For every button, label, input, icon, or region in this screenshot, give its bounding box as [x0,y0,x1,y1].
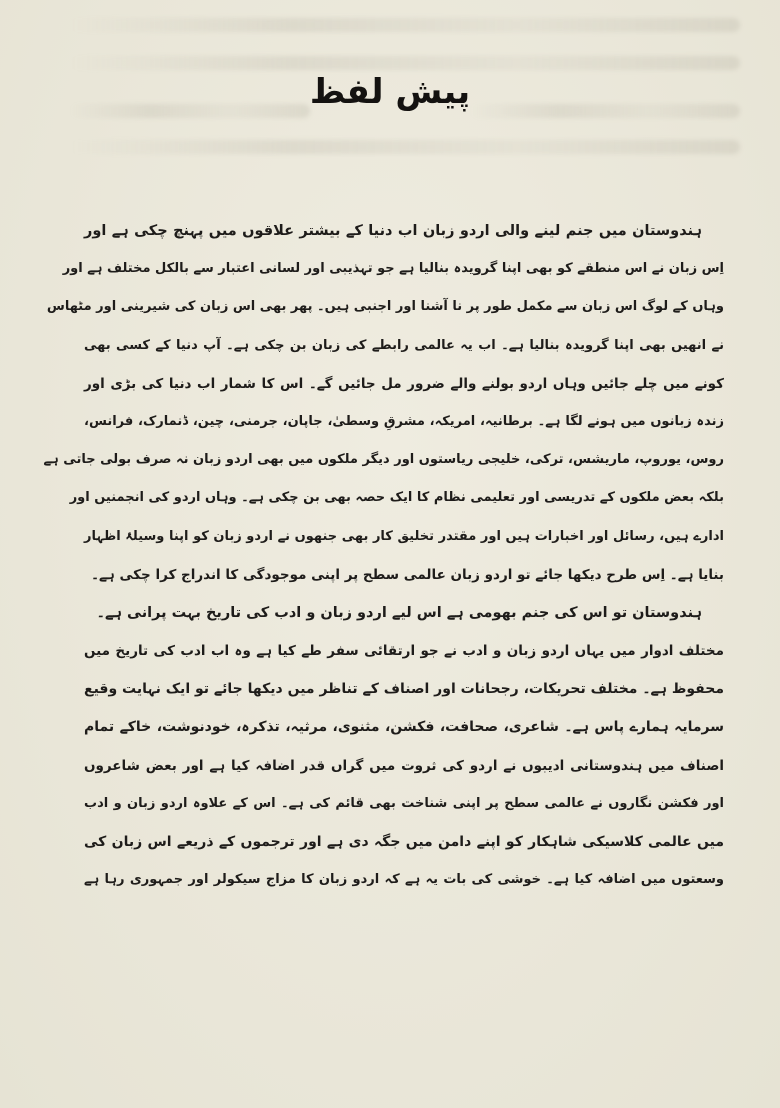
text-line: زندہ زبانوں میں ہونے لگا ہے۔ برطانیہ، امریکہ، مشرقِ وسطیٰ، جاپان، جرمنی، چین، ڈنمارک، فرانس، [84,413,724,429]
text-line: بنایا ہے۔ اِس طرح دیکھا جائے تو اردو زبان عالمی سطح پر اپنی موجودگی کا اندراج کرا چکی ہے۔ [91,566,724,583]
text-line: اصناف میں ہندوستانی ادیبوں نے اردو کی ثروت میں گراں قدر اضافہ کیا ہے اور بعض شاعروں [84,757,724,774]
text-line: روس، یوروپ، ماریشس، ترکی، خلیجی ریاستوں اور دیگر ملکوں میں بھی اردو زبان نہ صرف بولی جاتی ہے [43,452,724,468]
text-line: سرمایہ ہمارے پاس ہے۔ شاعری، صحافت، فکشن، مثنوی، مرثیہ، تذکرہ، خودنوشت، خاکے تمام [84,719,724,736]
text-line: اِس زبان نے اس منطقے کو بھی اپنا گرویدہ بنالیا ہے جو تہذیبی اور لسانی اعتبار سے بالکل مختلف ہے اور [62,261,724,277]
text-line: کونے میں چلے جائیں وہاں اردو بولنے والے ضرور مل جائیں گے۔ اس کا شمار اب دنیا کی بڑی اور [84,375,724,392]
text-line: ہندوستان میں جنم لینے والی اردو زبان اب دنیا کے بیشتر علاقوں میں پہنچ چکی ہے اور [84,223,702,239]
body-text [43,212,724,899]
bleed-through-text [70,140,740,154]
text-line: وسعتوں میں اضافہ کیا ہے۔ خوشی کی بات یہ ہے کہ اردو زبان کا مزاج سیکولر اور جمہوری رہا ہے [84,872,724,888]
text-line: نے انھیں بھی اپنا گرویدہ بنالیا ہے۔ اب یہ عالمی رابطے کی زبان بن چکی ہے۔ آپ دنیا کے کسی بھی [84,337,724,353]
page-title: پیش لفظ [309,72,471,112]
text-line: وہاں کے لوگ اس زبان سے مکمل طور پر نا آشنا اور اجنبی ہیں۔ پھر بھی اس زبان کی شیرینی اور مٹھاس [46,299,724,315]
bleed-through-text [70,18,740,32]
text-line: میں عالمی کلاسیکی شاہکار کو اپنے دامن میں جگہ دی ہے اور ترجموں کے ذریعے اس زبان کی [84,834,724,850]
text-line: ادارے ہیں، رسائل اور اخبارات ہیں اور مقتدر تخلیق کار بھی جنھوں نے اردو زبان کو اپنا وسیلۂ اظہار [84,528,724,544]
text-line: محفوظ ہے۔ مختلف تحریکات، رجحانات اور اصناف کے تناظر میں دیکھا جائے تو ایک نہایت وقیع [84,681,724,698]
bleed-through-text [70,56,740,70]
text-line: ہندوستان تو اس کی جنم بھومی ہے اس لیے اردو زبان و ادب کی تاریخ بہت پرانی ہے۔ [96,604,702,621]
text-line: بلکہ بعض ملکوں کے تدریسی اور تعلیمی نظام کا ایک حصہ بھی بن چکی ہے۔ وہاں اردو کی انجمنیں اور [69,490,724,506]
text-line: مختلف ادوار میں یہاں اردو زبان و ادب نے جو ارتقائی سفر طے کیا ہے وہ اب ادب کی تاریخ میں [84,643,724,660]
text-line: اور فکشن نگاروں نے عالمی سطح پر اپنی شناخت بھی قائم کی ہے۔ اس کے علاوہ اردو زبان و ادب [84,795,724,811]
